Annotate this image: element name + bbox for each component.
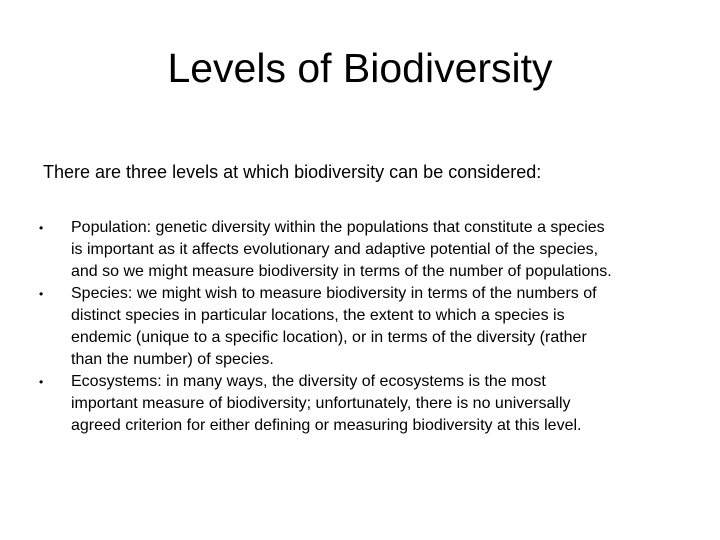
bullet-line: is important as it affects evolutionary and adaptive potential of the species, [71,241,599,258]
bullet-line: Ecosystems: in many ways, the diversity of ecosystems is the most [71,373,546,390]
slide-title: Levels of Biodiversity [167,45,553,91]
bullet-text-species [71,283,691,371]
bullet-item-population [0,217,720,283]
bullet-line: Population: genetic diversity within the populations that constitute a species [71,219,605,236]
bullet-text-population [71,217,691,283]
intro-text: There are three levels at which biodiversity can be considered: [43,162,542,182]
bullet-dot-icon: • [39,375,44,389]
bullet-dot-icon: • [39,287,44,301]
bullet-line: than the number) of species. [71,351,274,368]
bullet-line: distinct species in particular locations, the extent to which a species is [71,307,565,324]
bullet-line: and so we might measure biodiversity in terms of the number of populations. [71,263,612,280]
bullet-line: endemic (unique to a specific location), or in terms of the diversity (rather [71,329,587,346]
bullet-dot-icon: • [39,221,44,235]
bullet-item-ecosystems [0,371,720,437]
bullet-line: important measure of biodiversity; unfortunately, there is no universally [71,395,571,412]
bullet-line: Species: we might wish to measure biodiversity in terms of the numbers of [71,285,597,302]
bullet-line: agreed criterion for either defining or measuring biodiversity at this level. [71,417,582,434]
bullet-list [0,217,720,437]
bullet-text-ecosystems [71,371,691,437]
bullet-item-species [0,283,720,371]
